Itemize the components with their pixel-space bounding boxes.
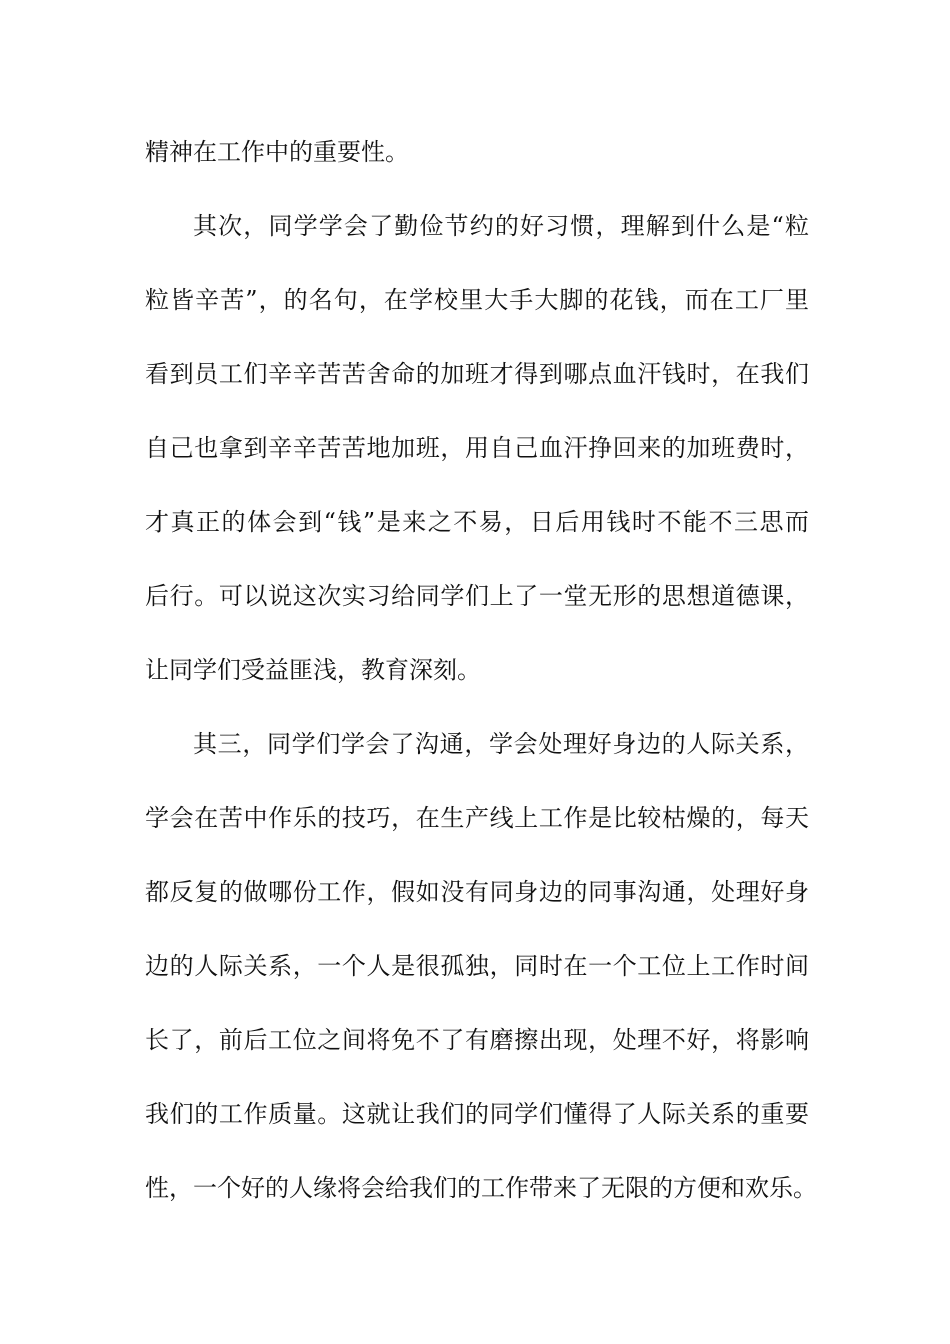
text-line: 后行。可以说这次实习给同学们上了一堂无形的思想道德课，	[145, 582, 809, 610]
text-line: 长了，前后工位之间将免不了有磨擦出现，处理不好，将影响	[145, 1026, 809, 1054]
body-text	[145, 126, 817, 1236]
text-line: 性，一个好的人缘将会给我们的工作带来了无限的方便和欢乐。	[145, 1174, 817, 1202]
text-line: 都反复的做哪份工作，假如没有同身边的同事沟通，处理好身	[145, 878, 809, 906]
text-line: 我们的工作质量。这就让我们的同学们懂得了人际关系的重要	[145, 1100, 809, 1128]
text-line: 边的人际关系，一个人是很孤独，同时在一个工位上工作时间	[145, 952, 809, 980]
text-line: 才真正的体会到“钱”是来之不易，日后用钱时不能不三思而	[145, 508, 809, 536]
text-line: 看到员工们辛辛苦苦舍命的加班才得到哪点血汗钱时，在我们	[145, 360, 809, 388]
text-line: 学会在苦中作乐的技巧，在生产线上工作是比较枯燥的，每天	[145, 804, 809, 832]
text-line: 其三，同学们学会了沟通，学会处理好身边的人际关系，	[193, 730, 809, 758]
text-line: 精神在工作中的重要性。	[145, 138, 409, 166]
text-line: 其次，同学学会了勤俭节约的好习惯，理解到什么是“粒	[193, 212, 809, 240]
text-line: 让同学们受益匪浅，教育深刻。	[145, 656, 481, 684]
text-line: 粒皆辛苦”，的名句，在学校里大手大脚的花钱，而在工厂里	[145, 286, 809, 314]
text-line: 自己也拿到辛辛苦苦地加班，用自己血汗挣回来的加班费时，	[145, 434, 809, 462]
